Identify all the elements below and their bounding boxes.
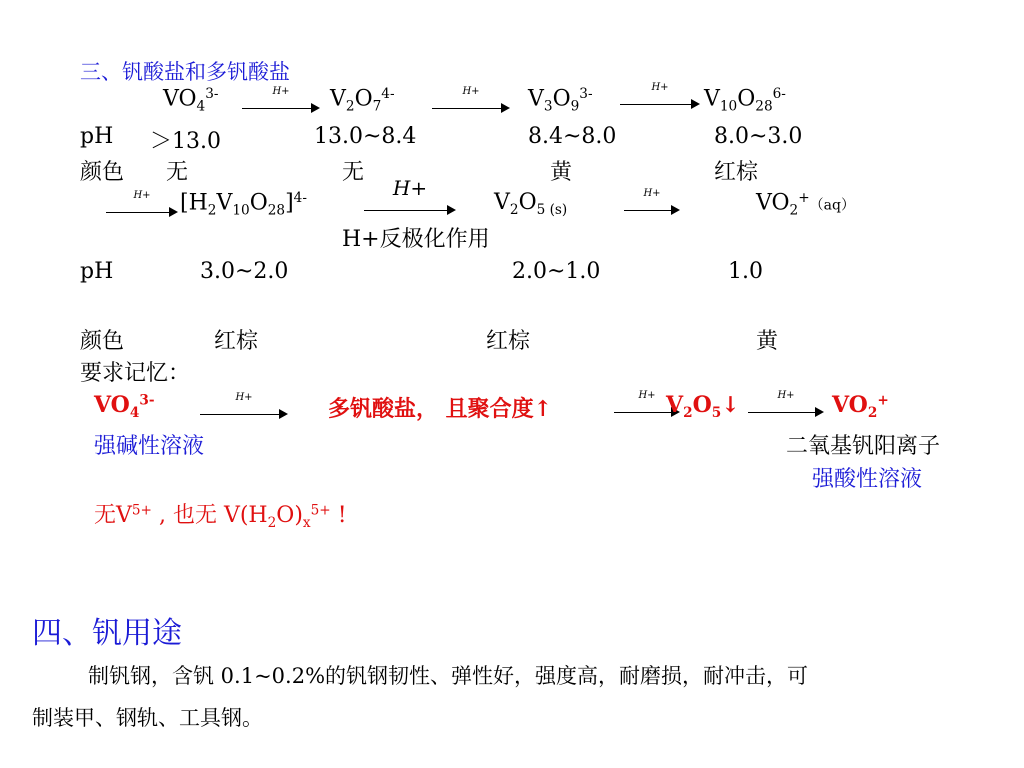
color-value: 红棕: [486, 329, 531, 354]
reaction-arrow: H+: [242, 100, 320, 114]
color-value: 红棕: [214, 329, 259, 354]
ph-value: 2.0~1.0: [512, 259, 601, 284]
color-value: 黄: [550, 160, 573, 185]
note-dioxovanadium: 二氧基钒阳离子: [786, 434, 941, 459]
reaction-arrow: H+: [200, 406, 288, 420]
color-label: 颜色: [80, 329, 125, 354]
ph-value: 3.0~2.0: [200, 259, 289, 284]
species-v10o28: $V_{10}O_{28}^{6-}$: [704, 86, 786, 115]
memo-species-vo4: $VO_4^{3-}$: [94, 392, 155, 421]
reaction-arrow: H+: [106, 204, 178, 218]
species-v2o7: $V_2O_7^{4-}$: [330, 86, 395, 115]
reaction-arrow: H+: [432, 100, 510, 114]
species-v3o9: $V_3O_9^{3-}$: [528, 86, 593, 115]
reaction-arrow: H+: [624, 202, 680, 216]
ph-label: pH: [80, 259, 114, 284]
reaction-arrow-large: H+: [364, 202, 456, 216]
species-vo4: $VO_4^{3-}$: [163, 86, 219, 115]
memo-polyvanadate: 多钒酸盐， 且聚合度↑: [328, 396, 553, 422]
reaction-arrow: H+: [614, 404, 680, 418]
ph-label: pH: [80, 124, 114, 149]
note-strong-base: 强碱性溶液: [94, 434, 205, 459]
species-v2o5: $V_2O_{5 (s)}$: [494, 190, 568, 218]
memo-species-vo2: $VO_2^+$: [832, 392, 889, 421]
ph-value: 8.0~3.0: [714, 124, 803, 149]
section-4-heading: 四、钒用途: [32, 616, 182, 651]
color-value: 红棕: [714, 160, 759, 185]
ph-value: 8.4~8.0: [528, 124, 617, 149]
ph-value: ＞13.0: [150, 129, 221, 154]
species-h2v10o28: $[H_2V_{10}O_{28}]^{4-}$: [180, 190, 307, 219]
memo-heading: 要求记忆：: [80, 361, 191, 386]
reaction-arrow: H+: [748, 404, 824, 418]
note-strong-acid: 强酸性溶液: [812, 467, 923, 492]
ph-value: 1.0: [728, 259, 763, 284]
color-value: 无: [166, 160, 189, 185]
ph-value: 13.0~8.4: [314, 124, 417, 149]
warning-note: 无$V^{5+}$ , 也无 $V(H_2O)_x^{5+}$ !: [94, 502, 347, 531]
uses-paragraph-line-2: 制装甲、钢轨、工具钢。: [32, 706, 263, 730]
memo-species-v2o5: $V_2O_5↓$: [666, 392, 740, 421]
uses-paragraph-line-1: 制钒钢，含钒 0.1~0.2%的钒钢韧性、弹性好，强度高，耐磨损，耐冲击，可: [88, 664, 809, 688]
species-vo2: $VO_2^+(aq)$: [756, 190, 855, 219]
color-label: 颜色: [80, 160, 125, 185]
section-3-heading: 三、钒酸盐和多钒酸盐: [80, 60, 290, 84]
color-value: 黄: [756, 329, 779, 354]
depolarization-note: H+反极化作用: [342, 227, 490, 252]
color-value: 无: [342, 160, 365, 185]
reaction-arrow: H+: [620, 96, 700, 110]
